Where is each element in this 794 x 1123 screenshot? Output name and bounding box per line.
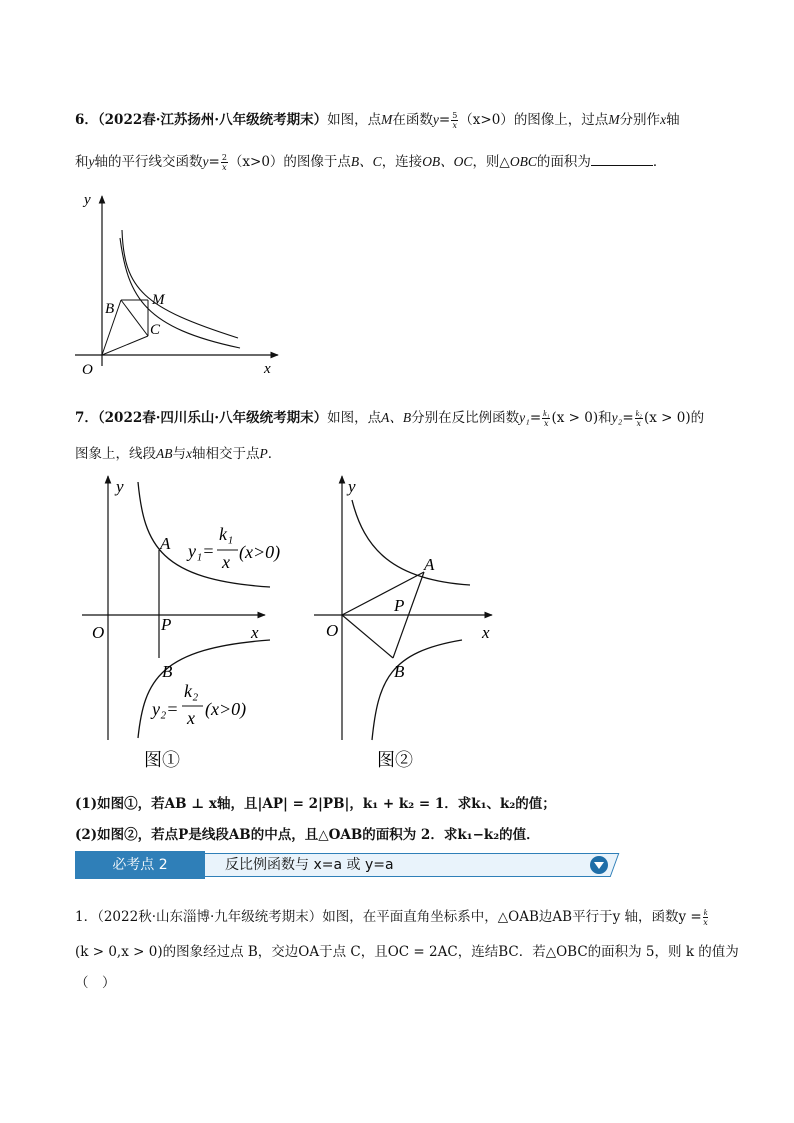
q6-line1: 6．（2022春·江苏扬州·八年级统考期末）如图，点M在函数y= $\frac{5}{x}$ （x>0）的图像上，过点M分别作x轴 xyxy=(75,111,680,130)
segment-bc xyxy=(121,300,148,336)
q1-line2: (k > 0,x > 0)的图象经过点 B，交边OA于点 C，且OC = 2AC，连结BC．若△OBC的面积为 5，则 k 的值为 xyxy=(75,944,739,960)
caption-2: 图② xyxy=(377,750,413,770)
chevron-down-icon xyxy=(589,855,609,875)
segment-oc xyxy=(102,336,148,355)
q6-figure xyxy=(70,188,285,378)
label-a: A xyxy=(424,555,435,574)
label-x: x xyxy=(264,361,271,377)
eq1-num: k₁ xyxy=(219,524,234,544)
curve-y2 xyxy=(138,640,270,738)
banner-title: 反比例函数与 x=a 或 y=a xyxy=(225,857,394,873)
q7-sub2: (2)如图②，若点P是线段AB的中点，且△OAB的面积为 2．求k₁−k₂的值． xyxy=(75,827,540,843)
q1-line3: （ ） xyxy=(75,975,116,991)
fraction-5-over-x: $\frac{5}{x}$ xyxy=(452,111,458,130)
curve-y5x xyxy=(122,230,238,338)
label-a: A xyxy=(160,534,171,553)
label-b: B xyxy=(162,662,173,681)
label-x: x xyxy=(482,623,490,642)
q7-sub1: (1)如图①，若AB ⊥ x轴，且|AP| = 2|PB|，k₁ + k₂ = 1．求k₁、k₂的值； xyxy=(75,796,556,812)
label-p: P xyxy=(161,615,172,634)
curve-y1 xyxy=(352,500,470,585)
fraction-2-over-x: $\frac{2}{x}$ xyxy=(221,153,227,172)
label-o: O xyxy=(92,623,105,642)
label-b: B xyxy=(394,662,405,681)
label-m: M xyxy=(152,292,165,308)
answer-blank xyxy=(591,153,653,166)
eq1-den: x xyxy=(222,552,230,572)
eq2-den: x xyxy=(187,708,195,728)
figure-1 xyxy=(80,470,310,775)
label-o: O xyxy=(82,362,93,378)
section-banner xyxy=(75,851,615,879)
eq2-left: y₂= xyxy=(152,699,179,719)
eq2-num: k₂ xyxy=(184,681,199,701)
label-o: O xyxy=(326,621,339,640)
q7-line2: 图象上，线段AB与x轴相交于点P． xyxy=(75,446,282,462)
eq1-left: y₁= xyxy=(188,541,215,561)
curve-y2x xyxy=(120,238,240,348)
label-p: P xyxy=(394,596,405,615)
q6-line2: 和y轴的平行线交函数y= $\frac{2}{x}$ （x>0）的图像于点B、C，连接OB、OC，则△OBC的面积为 ． xyxy=(75,153,667,172)
curve-y2 xyxy=(372,640,462,740)
segment-ob xyxy=(342,615,393,658)
label-x: x xyxy=(251,623,259,642)
segment-oa xyxy=(342,572,424,615)
eq2-cond: (x>0) xyxy=(205,699,247,719)
eq1-cond: (x>0) xyxy=(239,542,281,562)
label-y: y xyxy=(116,477,124,496)
label-c: C xyxy=(150,322,161,338)
caption-1: 图① xyxy=(144,750,180,770)
figure-2 xyxy=(312,470,502,775)
label-b: B xyxy=(105,301,115,317)
label-y: y xyxy=(84,192,91,208)
q1-line1: 1．（2022秋·山东淄博·九年级统考期末）如图，在平面直角坐标系中，△OAB边AB平行于y 轴，函数y = $\frac{k}{x}$ xyxy=(75,908,708,927)
label-y: y xyxy=(348,477,356,496)
banner-label: 必考点 2 xyxy=(75,851,205,879)
curve-y1 xyxy=(138,482,270,587)
q7-line1: 7．（2022春·四川乐山·八年级统考期末）如图，点A、B分别在反比例函数y₁= $\frac{\text{k₁}}{x}$ (x > 0)和y₂= $\frac{\text{k₂}}{x}$ (x > 0)的 xyxy=(75,409,705,428)
